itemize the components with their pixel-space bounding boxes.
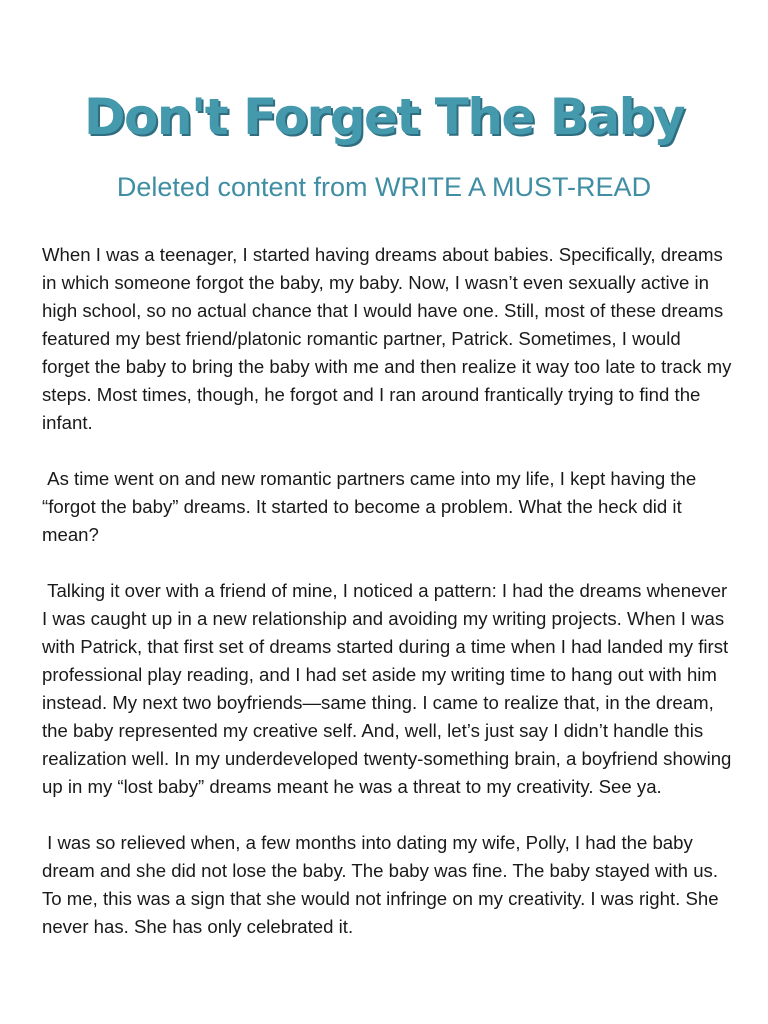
paragraph: I was so relieved when, a few months into dating my wife, Polly, I had the baby dream and she did not lose the baby. The baby was fine. The baby stayed with us. To me, this was a sign that she would not infringe on my creativity. I was right. She never has. She has only celebrated it.: [42, 832, 724, 937]
paragraph: When I was a teenager, I started having dreams about babies. Specifically, dreams in which someone forgot the baby, my baby. Now, I wasn’t even sexually active in high school, so no actual chance that I would have one. Still, most of these dreams featured my best friend/platonic romantic partner, Patrick. Sometimes, I would forget the baby to bring the baby with me and then realize it way too late to track my steps. Most times, though, he forgot and I ran around frantically trying to find the infant.: [42, 244, 737, 433]
document-subtitle: Deleted content from WRITE A MUST-READ: [116, 172, 652, 202]
document-title: Don't Forget The Baby: [84, 88, 684, 146]
paragraph: Talking it over with a friend of mine, I noticed a pattern: I had the dreams whenever I was caught up in a new relationship and avoiding my writing projects. When I was with Patrick, that first set of dreams started during a time when I had landed my first professional play reading, and I had set aside my writing time to hang out with him instead. My next two boyfriends—same thing. I came to realize that, in the dream, the baby represented my creative self. And, well, let’s just say I didn’t handle this realization well. In my underdeveloped twenty-something brain, a boyfriend showing up in my “lost baby” dreams meant he was a threat to my creativity. See ya.: [42, 580, 737, 797]
paragraph: As time went on and new romantic partners came into my life, I kept having the “forgot the baby” dreams. It started to become a problem. What the heck did it mean?: [42, 468, 702, 545]
document-body: [42, 241, 737, 969]
